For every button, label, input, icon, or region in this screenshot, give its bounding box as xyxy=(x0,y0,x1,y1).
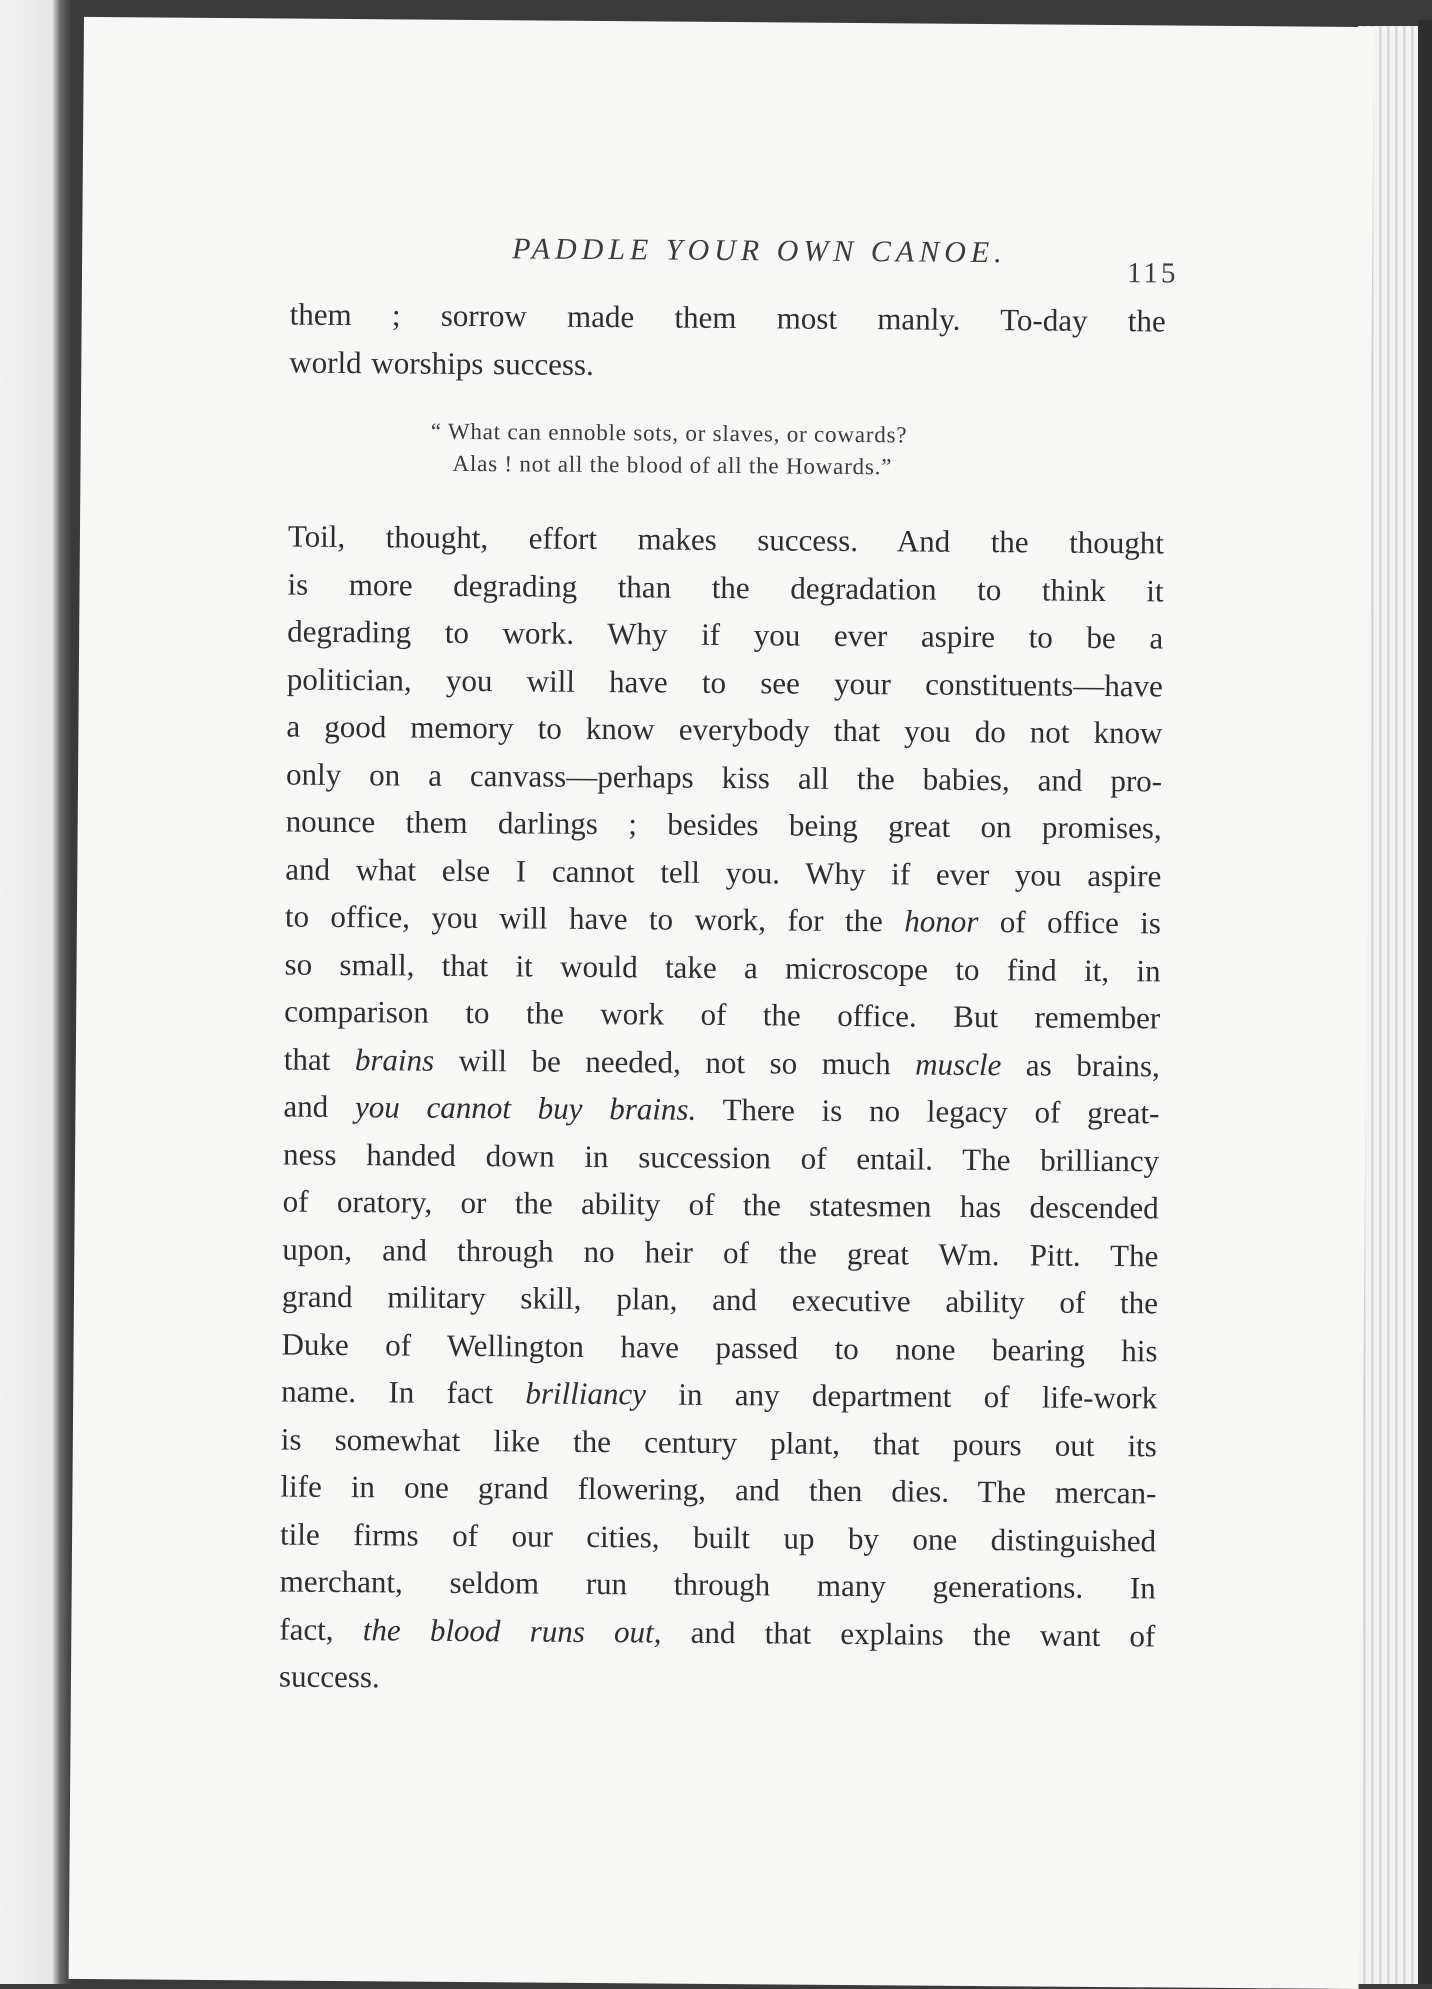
page-number: 115 xyxy=(1126,257,1179,290)
text-line: them ; sorrow made them most manly. To-day the xyxy=(289,296,1166,339)
text-run: and xyxy=(283,1088,356,1125)
quote-line: Alas ! not all the blood of all the Howards.” xyxy=(452,450,893,480)
text-run: will be needed, not so much xyxy=(434,1042,916,1081)
text-run: There is no legacy of great- xyxy=(696,1091,1160,1131)
text-run: that xyxy=(283,1041,356,1077)
book-shadow xyxy=(1418,20,1432,1984)
verse-quote xyxy=(430,416,1050,485)
text-line: is more degrading than the degradation to think it xyxy=(287,566,1164,608)
main-paragraph xyxy=(279,513,1164,1707)
italic-word: brilliancy xyxy=(525,1375,647,1412)
italic-word: honor xyxy=(904,903,979,939)
italic-word: muscle xyxy=(915,1045,1002,1082)
text-line: ness handed down in succession of entail. The brilliancy xyxy=(282,1136,1160,1178)
text-line: merchant, seldom run through many generations. In xyxy=(279,1563,1156,1606)
text-line xyxy=(279,1605,1155,1659)
text-line: upon, and through no heir of the great Wm. Pitt. The xyxy=(282,1231,1159,1273)
text-line: comparison to the work of the office. But remember xyxy=(284,993,1161,1036)
text-line: success. xyxy=(278,1658,380,1695)
top-paragraph xyxy=(289,291,1166,393)
text-run: name. In fact xyxy=(281,1373,526,1411)
text-line xyxy=(283,1083,1159,1137)
text-line: degrading to work. Why if you ever aspire to be a xyxy=(287,613,1164,656)
book-page xyxy=(69,17,1374,1989)
italic-phrase: the blood runs out, xyxy=(362,1611,662,1650)
facing-page-edge xyxy=(0,0,72,1984)
text-run: in any department of life-work xyxy=(645,1376,1158,1416)
text-line: nounce them darlings ; besides being great on promises, xyxy=(285,803,1162,846)
text-line xyxy=(285,893,1161,947)
running-head: PADDLE YOUR OWN CANOE. xyxy=(512,232,1007,270)
text-line: tile firms of our cities, built up by one distinguished xyxy=(279,1516,1157,1558)
text-line: of oratory, or the ability of the statesmen has descended xyxy=(282,1183,1159,1226)
text-line: politician, you will have to see your constituents—have xyxy=(286,661,1163,703)
text-line: only on a canvass—perhaps kiss all the babies, and pro- xyxy=(285,756,1163,798)
text-run: to office, you will have to work, for the xyxy=(284,898,905,939)
text-run: and that explains the want of xyxy=(661,1614,1156,1653)
quote-line: “ What can ennoble sots, or slaves, or cowards? xyxy=(430,418,908,448)
text-line xyxy=(281,1368,1157,1422)
text-run: fact, xyxy=(279,1611,363,1647)
text-line: world worships success. xyxy=(289,344,594,382)
text-line: grand military skill, plan, and executive ability of the xyxy=(281,1278,1159,1321)
text-line: life in one grand flowering, and then dies. The mercan- xyxy=(280,1468,1157,1511)
text-line: and what else I cannot tell you. Why if ever you aspire xyxy=(285,851,1162,893)
italic-word: brains xyxy=(354,1041,435,1078)
text-line: Toil, thought, effort makes success. And the thought xyxy=(287,518,1165,561)
text-line xyxy=(284,1035,1160,1089)
text-line: so small, that it would take a microscope to find it, in xyxy=(284,946,1161,988)
text-line: Duke of Wellington have passed to none bearing his xyxy=(281,1326,1158,1368)
text-line: a good memory to know everybody that you do not know xyxy=(286,708,1163,751)
text-run: as brains, xyxy=(1001,1046,1160,1083)
text-line: is somewhat like the century plant, that pours out its xyxy=(280,1421,1157,1463)
text-run: of office is xyxy=(978,903,1162,941)
italic-phrase: you cannot buy brains. xyxy=(354,1089,697,1127)
